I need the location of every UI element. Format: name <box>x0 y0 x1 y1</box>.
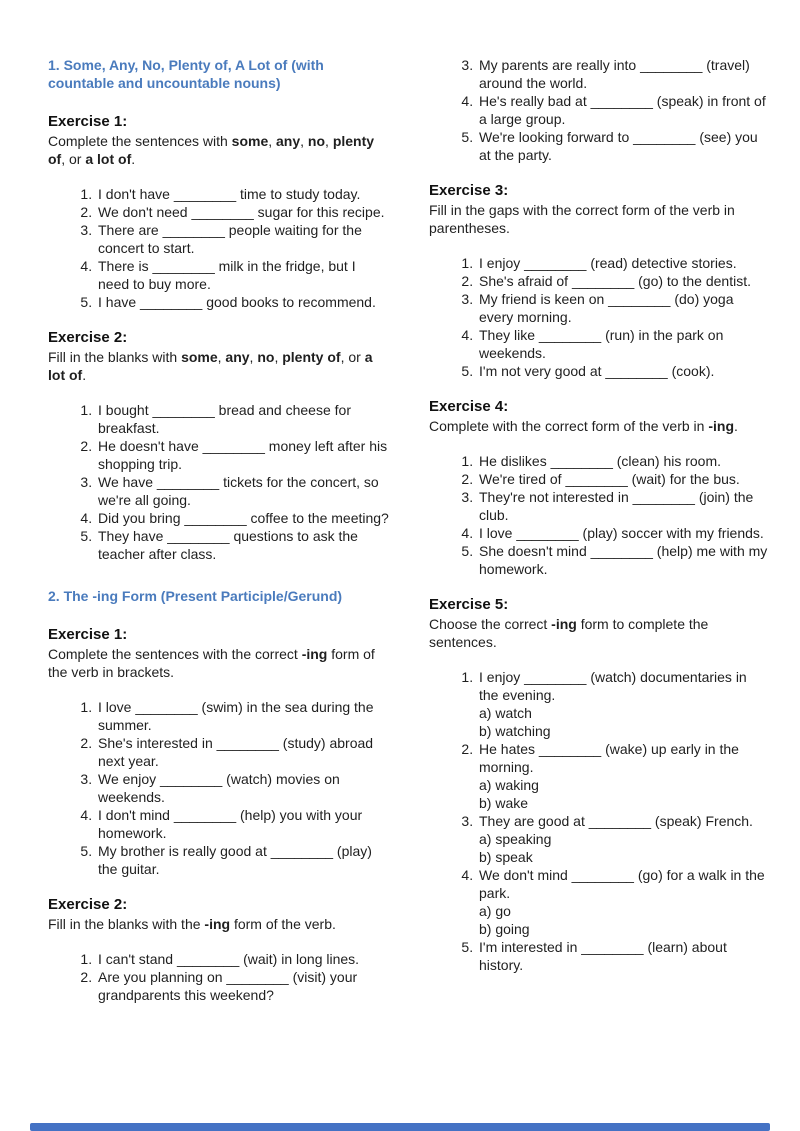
sentence-item <box>477 128 770 164</box>
instruction-text: Complete the sentences with the correct <box>48 646 302 662</box>
instruction-text: , or <box>340 349 365 365</box>
sentence-list <box>48 185 389 311</box>
sentence-text: My parents are really into ________ (travel) around the world. <box>479 57 750 91</box>
sentence-item <box>477 866 770 938</box>
sentence-text: He doesn't have ________ money left after his shopping trip. <box>98 438 388 472</box>
sentence-text: We enjoy ________ (watch) movies on weekends. <box>98 771 340 805</box>
sentence-item <box>96 734 389 770</box>
answer-option: a) watch <box>479 705 532 721</box>
instruction-bold-text: some <box>231 133 269 149</box>
instruction-text: , <box>325 133 333 149</box>
instruction-bold-text: plenty of <box>282 349 341 365</box>
sentence-item <box>477 470 770 488</box>
sentence-item <box>96 842 389 878</box>
sentence-item <box>96 203 389 221</box>
exercise-instruction <box>48 348 389 384</box>
right-column <box>429 56 770 1021</box>
instruction-text: form of the verb in brackets. <box>48 646 375 680</box>
instruction-text: . <box>131 151 136 167</box>
sentence-list <box>48 950 389 1004</box>
instruction-bold-text: any <box>225 349 250 365</box>
instruction-bold-text: any <box>276 133 301 149</box>
answer-option: a) waking <box>479 777 539 793</box>
sentence-text: I have ________ good books to recommend. <box>98 294 376 310</box>
footer-accent-bar <box>30 1123 770 1131</box>
sentence-text: We're tired of ________ (wait) for the bus. <box>479 471 740 487</box>
sentence-item <box>477 326 770 362</box>
sentence-item <box>96 968 389 1004</box>
sentence-item <box>477 362 770 380</box>
sentence-item <box>477 290 770 326</box>
exercise-instruction <box>429 201 770 237</box>
sentence-item <box>96 185 389 203</box>
instruction-bold-text: -ing <box>551 616 577 632</box>
sentence-text: I enjoy ________ (read) detective stories. <box>479 255 737 271</box>
exercise-title: Exercise 2: <box>48 896 128 913</box>
sentence-text: Are you planning on ________ (visit) your grandparents this weekend? <box>98 969 358 1003</box>
instruction-text: , or <box>61 151 86 167</box>
answer-option: b) speak <box>479 849 533 865</box>
sentence-item <box>96 437 389 473</box>
sentence-item <box>477 452 770 470</box>
answer-option: b) wake <box>479 795 529 811</box>
instruction-text: , <box>268 133 277 149</box>
sentence-item <box>477 740 770 812</box>
sentence-item <box>96 950 389 968</box>
instruction-text: , <box>300 133 308 149</box>
instruction-bold-text: plenty of <box>48 133 375 167</box>
sentence-item <box>477 812 770 866</box>
section-heading: 1. Some, Any, No, Plenty of, A Lot of (with countable and uncountable nouns) <box>48 57 324 91</box>
sentence-text: He hates ________ (wake) up early in the morning. <box>479 741 739 775</box>
instruction-bold-text: -ing <box>301 646 328 662</box>
sentence-text: My friend is keen on ________ (do) yoga every morning. <box>479 291 734 325</box>
instruction-bold-text: no <box>257 349 275 365</box>
answer-option: b) watching <box>479 723 551 739</box>
sentence-text: She doesn't mind ________ (help) me with my homework. <box>479 543 768 577</box>
sentence-text: She's interested in ________ (study) abroad next year. <box>98 735 374 769</box>
sentence-item <box>477 524 770 542</box>
exercise-instruction <box>48 132 389 168</box>
sentence-item <box>96 806 389 842</box>
answer-option: b) going <box>479 921 530 937</box>
instruction-text: form to complete the sentences. <box>429 616 709 650</box>
answer-option: a) go <box>479 903 511 919</box>
sentence-text: I love ________ (swim) in the sea during the summer. <box>98 699 374 733</box>
sentence-text: I love ________ (play) soccer with my friends. <box>479 525 764 541</box>
sentence-text: I bought ________ bread and cheese for breakfast. <box>98 402 351 436</box>
sentence-item <box>477 92 770 128</box>
instruction-text: Fill in the blanks with the <box>48 916 205 932</box>
sentence-text: There are ________ people waiting for the concert to start. <box>98 222 362 256</box>
sentence-item <box>477 254 770 272</box>
sentence-list <box>429 668 770 974</box>
instruction-bold-text: a lot of <box>48 349 373 383</box>
sentence-text: My brother is really good at ________ (play) the guitar. <box>98 843 372 877</box>
left-column <box>48 56 389 1021</box>
exercise-title: Exercise 3: <box>429 182 509 199</box>
instruction-text: , <box>249 349 258 365</box>
sentence-item <box>477 488 770 524</box>
instruction-text: , <box>217 349 226 365</box>
instruction-text: Complete the sentences with <box>48 133 232 149</box>
sentence-text: There is ________ milk in the fridge, but I need to buy more. <box>98 258 356 292</box>
sentence-text: They have ________ questions to ask the teacher after class. <box>98 528 358 562</box>
sentence-text: I enjoy ________ (watch) documentaries in the evening. <box>479 669 747 703</box>
instruction-text: Fill in the blanks with <box>48 349 182 365</box>
sentence-text: I don't have ________ time to study today. <box>98 186 361 202</box>
exercise-instruction <box>429 417 770 435</box>
sentence-text: Did you bring ________ coffee to the meeting? <box>98 510 389 526</box>
sentence-text: We're looking forward to ________ (see) you at the party. <box>479 129 758 163</box>
sentence-item <box>477 668 770 740</box>
sentence-text: I'm interested in ________ (learn) about history. <box>479 939 727 973</box>
sentence-item <box>96 401 389 437</box>
sentence-text: They are good at ________ (speak) French. <box>479 813 753 829</box>
sentence-item <box>96 293 389 311</box>
sentence-item <box>96 257 389 293</box>
sentence-text: They like ________ (run) in the park on weekends. <box>479 327 724 361</box>
sentence-text: We don't mind ________ (go) for a walk in the park. <box>479 867 765 901</box>
sentence-item <box>96 473 389 509</box>
instruction-bold-text: no <box>307 133 326 149</box>
sentence-item <box>96 770 389 806</box>
sentence-item <box>96 698 389 734</box>
sentence-list <box>429 56 770 164</box>
instruction-text: . <box>82 367 87 383</box>
sentence-item <box>477 56 770 92</box>
sentence-list <box>48 698 389 878</box>
sentence-list <box>429 452 770 578</box>
exercise-title: Exercise 2: <box>48 329 128 346</box>
sentence-text: I don't mind ________ (help) you with your homework. <box>98 807 363 841</box>
exercise-title: Exercise 1: <box>48 113 128 130</box>
instruction-text: Fill in the gaps with the correct form of the verb in parentheses. <box>429 202 735 236</box>
sentence-text: I'm not very good at ________ (cook). <box>479 363 715 379</box>
sentence-list <box>429 254 770 380</box>
instruction-text: Choose the correct <box>429 616 552 632</box>
instruction-text: Complete with the correct form of the verb in <box>429 418 709 434</box>
two-column-layout <box>48 56 770 1021</box>
sentence-list <box>48 401 389 563</box>
instruction-bold-text: some <box>181 349 218 365</box>
instruction-bold-text: -ing <box>708 418 734 434</box>
instruction-bold-text: -ing <box>204 916 231 932</box>
sentence-text: We have ________ tickets for the concert, so we're all going. <box>98 474 379 508</box>
sentence-item <box>477 542 770 578</box>
sentence-item <box>477 938 770 974</box>
sentence-text: She's afraid of ________ (go) to the dentist. <box>479 273 751 289</box>
instruction-text: . <box>734 418 738 434</box>
sentence-text: They're not interested in ________ (join) the club. <box>479 489 754 523</box>
sentence-text: I can't stand ________ (wait) in long lines. <box>98 951 360 967</box>
sentence-item <box>96 221 389 257</box>
sentence-item <box>96 527 389 563</box>
section-heading: 2. The -ing Form (Present Participle/Gerund) <box>48 588 343 604</box>
instruction-text: form of the verb. <box>230 916 336 932</box>
sentence-text: We don't need ________ sugar for this recipe. <box>98 204 385 220</box>
exercise-title: Exercise 1: <box>48 626 128 643</box>
sentence-text: He's really bad at ________ (speak) in front of a large group. <box>479 93 766 127</box>
instruction-bold-text: a lot of <box>85 151 132 167</box>
instruction-text: , <box>274 349 283 365</box>
exercise-instruction <box>429 615 770 651</box>
exercise-title: Exercise 5: <box>429 596 509 613</box>
sentence-item <box>477 272 770 290</box>
answer-option: a) speaking <box>479 831 552 847</box>
sentence-text: He dislikes ________ (clean) his room. <box>479 453 722 469</box>
sentence-item <box>96 509 389 527</box>
exercise-instruction <box>48 645 389 681</box>
exercise-instruction <box>48 915 389 933</box>
exercise-title: Exercise 4: <box>429 398 509 415</box>
